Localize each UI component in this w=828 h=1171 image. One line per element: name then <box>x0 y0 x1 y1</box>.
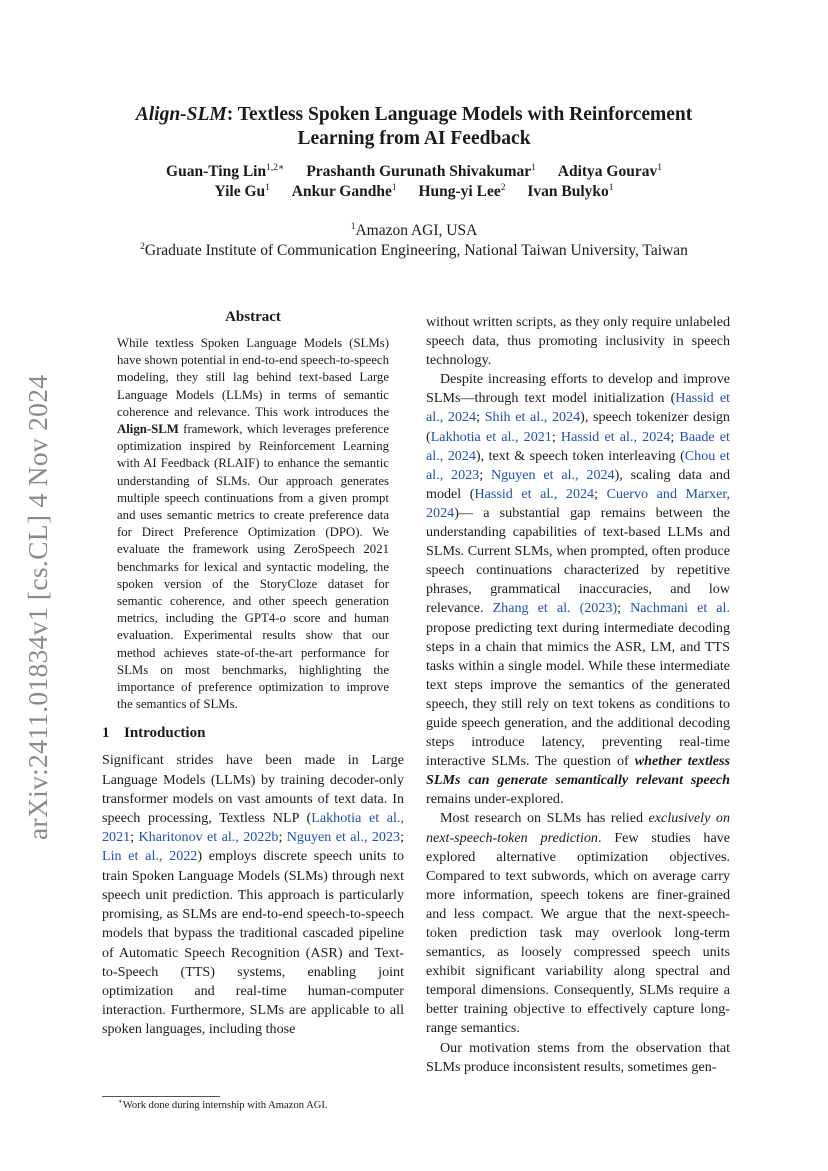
author-affiliation-mark: 1,2∗ <box>266 162 285 173</box>
affiliation-text: Amazon AGI, USA <box>355 222 478 239</box>
citation-link[interactable]: Nguyen et al., 2023 <box>286 829 401 846</box>
author <box>418 183 505 200</box>
author-affiliation-mark: 1 <box>391 182 397 193</box>
citation-separator: ; <box>617 600 631 617</box>
emphasized-question: whether textless SLMs can generate semantically relevant speech <box>426 753 730 789</box>
citation-link[interactable]: Nachmani et al. <box>630 600 730 617</box>
paragraph-text: . Few studies have explored alternative optimization objectives. Compared to text subwords, which on average carry more information, speech tokens are finer-grained and less compact. We argue that the next-speech-token prediction task may overlook long-term semantics, as loosely compressed speech units exhibit significant variability along spectral and temporal dimensions. Consequently, SLMs require a better training objective to effectively capture long-range semantics. <box>426 829 731 1037</box>
intro-paragraph-3 <box>426 809 730 1038</box>
citation-separator: ; <box>594 485 607 502</box>
citation-link[interactable]: Hassid et al., 2024 <box>426 390 730 426</box>
intro-paragraph-continued: without written scripts, as they only require unlabeled speech data, thus promoting inclusivity in speech technology. <box>426 314 730 369</box>
section-number: 1 <box>102 725 110 742</box>
abstract-text: While textless Spoken Language Models (SLMs) have shown potential in end-to-end speech-to-speech modeling, they still lag behind text-based Large Language Models (LLMs) in terms of semantic coherence and relevance. This work introduces the <box>117 336 389 419</box>
emphasized-phrase: exclusively on next-speech-token prediction <box>426 810 730 846</box>
citation-link[interactable]: Kharitonov et al., 2022b <box>138 829 279 846</box>
author <box>527 183 613 200</box>
paragraph-text: Despite increasing efforts to develop and improve SLMs—through text model initialization ( <box>426 371 730 407</box>
citation-separator: ; <box>278 829 287 846</box>
citation-separator: ; <box>130 829 139 846</box>
paragraph-text: ), text & speech token interleaving ( <box>475 447 685 464</box>
affiliation <box>0 221 828 241</box>
abstract-body <box>117 335 389 713</box>
citation-link[interactable]: Hassid et al., 2024 <box>560 428 671 445</box>
author-affiliation-mark: 1 <box>531 162 536 173</box>
arxiv-identifier-stamp: arXiv:2411.01834v1 [cs.CL] 4 Nov 2024 <box>22 374 53 840</box>
citation-link[interactable]: Nguyen et al., 2024 <box>490 466 615 483</box>
affiliation-mark: 1 <box>350 221 356 232</box>
footnote <box>118 1099 328 1113</box>
title-line-1-rest: : Textless Spoken Language Models with Reinforcement <box>226 104 693 125</box>
author-name: Hung-yi Lee <box>418 183 501 200</box>
author-affiliation-mark: 1 <box>657 162 662 173</box>
author-list <box>0 162 828 202</box>
citation-link[interactable]: Hassid et al., 2024 <box>474 485 595 502</box>
author-affiliation-mark: 1 <box>608 182 614 193</box>
citation-link[interactable]: Cuervo and Marxer, 2024 <box>426 485 730 521</box>
author-name: Ankur Gandhe <box>291 183 392 200</box>
citation-link[interactable]: Baade et al., 2024 <box>426 428 730 464</box>
paragraph-text: Most research on SLMs has relied <box>440 810 649 827</box>
intro-paragraph-4: Our motivation stems from the observation that SLMs produce inconsistent results, sometimes gen- <box>426 1039 730 1075</box>
right-column <box>426 313 730 1077</box>
paragraph-text: ), scaling data and model ( <box>426 466 730 502</box>
citation-separator: ; <box>476 409 485 426</box>
author-name: Yile Gu <box>214 183 266 200</box>
title-line-1 <box>0 103 828 127</box>
author-name: Aditya Gourav <box>557 163 658 180</box>
affiliation-mark: 2 <box>140 241 145 252</box>
author <box>214 183 269 200</box>
author <box>558 163 662 180</box>
affiliation-list <box>0 221 828 261</box>
intro-paragraph-2 <box>426 370 730 809</box>
citation-link[interactable]: Chou et al., 2023 <box>426 447 730 483</box>
author-name: Guan-Ting Lin <box>166 163 267 180</box>
author <box>166 163 284 180</box>
intro-paragraph-1 <box>102 751 404 1039</box>
citation-link[interactable]: Shih et al., 2024 <box>484 409 581 426</box>
affiliation-text: Graduate Institute of Communication Engineering, National Taiwan University, Taiwan <box>144 242 688 259</box>
footnote-text: Work done during internship with Amazon AGI. <box>122 1100 328 1111</box>
title-italic-part: Align-SLM <box>135 104 227 125</box>
author <box>292 183 397 200</box>
author-affiliation-mark: 2 <box>500 182 506 193</box>
abstract-bold-term: Align-SLM <box>117 422 179 437</box>
section-heading-introduction <box>102 723 404 743</box>
abstract-heading: Abstract <box>225 309 281 325</box>
author <box>306 163 536 180</box>
citation-separator: ; <box>670 428 680 445</box>
footnote-mark: ∗ <box>118 1097 123 1106</box>
abstract-text: framework, which leverages preference optimization inspired by Reinforcement Learning with AI Feedback (RLAIF) to enhance the semantic understanding of SLMs. Our approach generates multiple speech continuations from a given prompt and uses semantic metrics to create preference data for Direct Preference Optimization (DPO). We evaluate the framework using ZeroSpeech 2021 benchmarks for lexical and syntactic modeling, the spoken version of the StoryCloze dataset for semantic coherence, and other speech generation metrics, including the GPT4-o score and human evaluation. Experimental results show that our method achieves state-of-the-art performance for SLMs on most benchmarks, highlighting the importance of preference optimization to improve the semantics of SLMs. <box>117 422 389 712</box>
paragraph-text: Significant strides have been made in Large Language Models (LLMs) by training decoder-only transformer models on vast amounts of text data. In speech processing, Textless NLP ( <box>102 752 404 827</box>
left-column <box>102 307 404 1040</box>
paper-title <box>0 103 828 151</box>
paragraph-text: ) employs discrete speech units to train Spoken Language Models (SLMs) through next speech unit prediction. This approach is particularly promising, as SLMs are end-to-end speech-to-speech models that bypass the traditional cascaded pipeline of Automatic Speech Recognition (ASR) and Text-to-Speech (TTS) systems, enabling joint optimization and real-time human-computer interaction. Furthermore, SLMs are applicable to all spoken languages, including those <box>102 848 404 1038</box>
author-affiliation-mark: 1 <box>265 182 270 193</box>
citation-link[interactable]: Lakhotia et al., 2021 <box>102 810 404 846</box>
citation-separator: ; <box>479 466 491 483</box>
author-row-2 <box>0 182 828 202</box>
author-name: Prashanth Gurunath Shivakumar <box>306 163 532 180</box>
title-line-2: Learning from AI Feedback <box>297 128 531 149</box>
paragraph-text: )— a substantial gap remains between the understanding capabilities of text-based LLMs and SLMs. Current SLMs, when prompted, often produce speech continuations characterized by repetitive phrases, grammatical inaccuracies, and low relevance. <box>426 504 730 617</box>
citation-separator: ; <box>400 829 404 846</box>
citation-link[interactable]: Lin et al., 2022 <box>102 848 198 865</box>
citation-separator: ; <box>551 428 561 445</box>
author-name: Ivan Bulyko <box>527 183 609 200</box>
paragraph-text: remains under-explored. <box>426 791 564 808</box>
paragraph-text: ), speech tokenizer design ( <box>426 409 730 445</box>
section-title: Introduction <box>124 725 206 742</box>
affiliation <box>0 241 828 261</box>
citation-link[interactable]: Lakhotia et al., 2021 <box>430 428 552 445</box>
paragraph-text: propose predicting text during intermediate decoding steps in a chain that mimics the ASR, LM, and TTS tasks within a single model. While these intermediate text steps improve the semantics of the generated speech, they still rely on text tokens as conditions to guide speech generation, and the additional decoding steps introduce latency, preventing real-time interactive SLMs. The question of <box>426 619 730 770</box>
author-row-1 <box>0 162 828 182</box>
citation-link[interactable]: Zhang et al. (2023) <box>492 600 618 617</box>
